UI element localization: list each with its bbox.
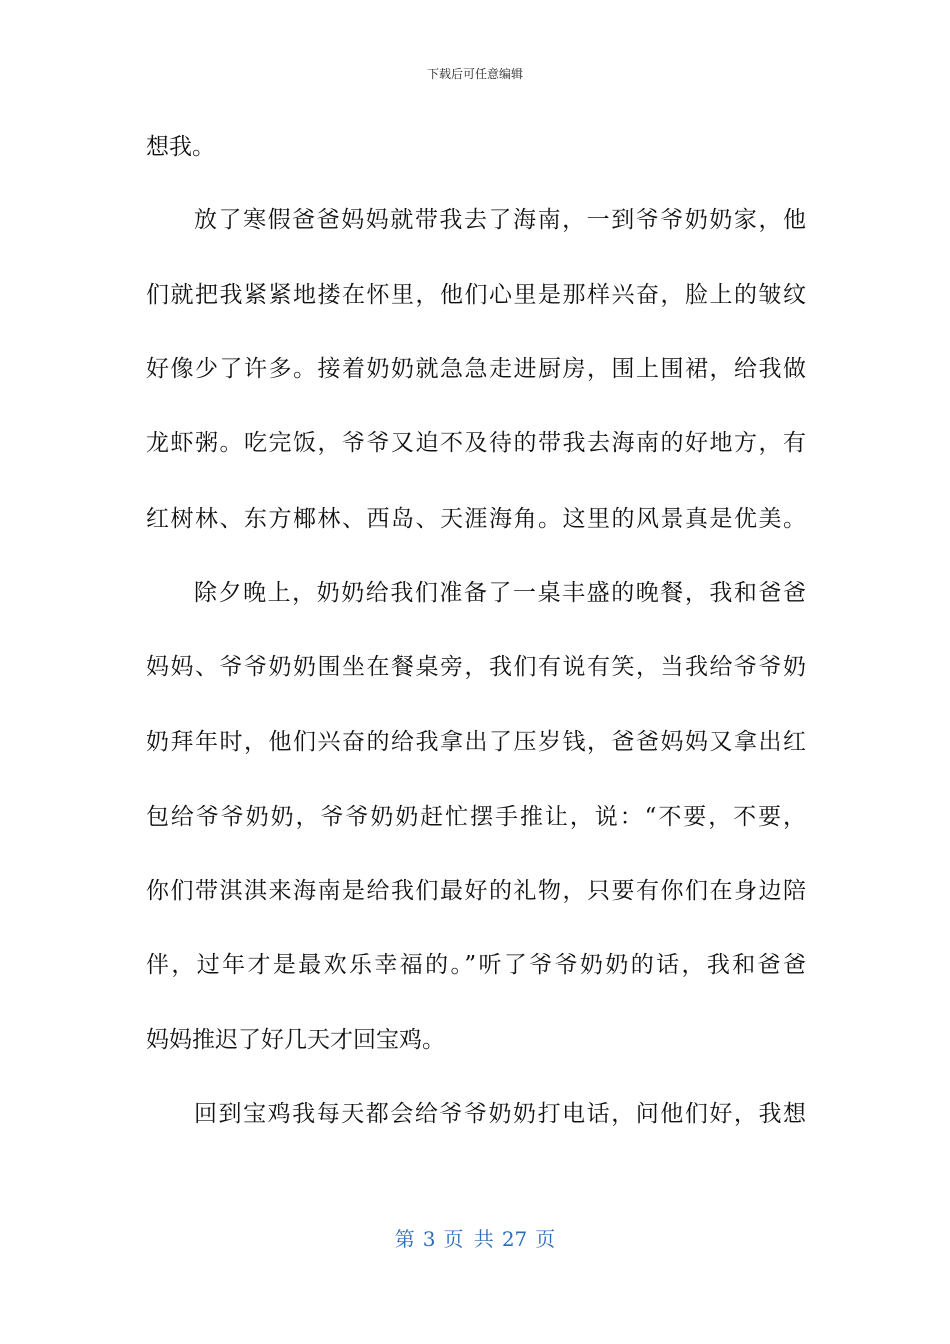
text-line: 奶拜年时，他们兴奋的给我拿出了压岁钱，爸爸妈妈又拿出红 [146, 729, 806, 755]
page-footer [0, 1226, 950, 1252]
text-line: 红树林、东方椰林、西岛、天涯海角。这里的风景真是优美。 [146, 506, 806, 532]
footer-total-pages: 27 [501, 1227, 528, 1251]
text-line: 好像少了许多。接着奶奶就急急走进厨房，围上围裙，给我做 [146, 356, 806, 382]
footer-page-number: 3 [422, 1227, 436, 1251]
text-line: 除夕晚上，奶奶给我们准备了一桌丰盛的晚餐，我和爸爸 [194, 580, 806, 606]
text-line: 回到宝鸡我每天都会给爷爷奶奶打电话，问他们好，我想 [194, 1101, 806, 1127]
text-line: 包给爷爷奶奶，爷爷奶奶赶忙摆手推让，说：“不要，不要， [146, 804, 806, 830]
text-line: 们就把我紧紧地搂在怀里，他们心里是那样兴奋，脸上的皱纹 [146, 282, 806, 308]
text-line: 伴，过年才是最欢乐幸福的。”听了爷爷奶奶的话，我和爸爸 [146, 952, 806, 978]
footer-prefix: 第 [394, 1227, 415, 1251]
text-line: 妈妈、爷爷奶奶围坐在餐桌旁，我们有说有笑，当我给爷爷奶 [146, 654, 806, 680]
text-line: 龙虾粥。吃完饭，爷爷又迫不及待的带我去海南的好地方，有 [146, 430, 806, 456]
text-line: 放了寒假爸爸妈妈就带我去了海南，一到爷爷奶奶家，他 [194, 207, 806, 233]
text-line: 妈妈推迟了好几天才回宝鸡。 [146, 1027, 445, 1053]
text-line: 想我。 [146, 134, 215, 160]
footer-middle: 页 共 [443, 1227, 494, 1251]
text-line: 你们带淇淇来海南是给我们最好的礼物，只要有你们在身边陪 [146, 878, 806, 904]
footer-suffix: 页 [535, 1227, 556, 1251]
page-header: 下载后可任意编辑 [426, 67, 523, 81]
